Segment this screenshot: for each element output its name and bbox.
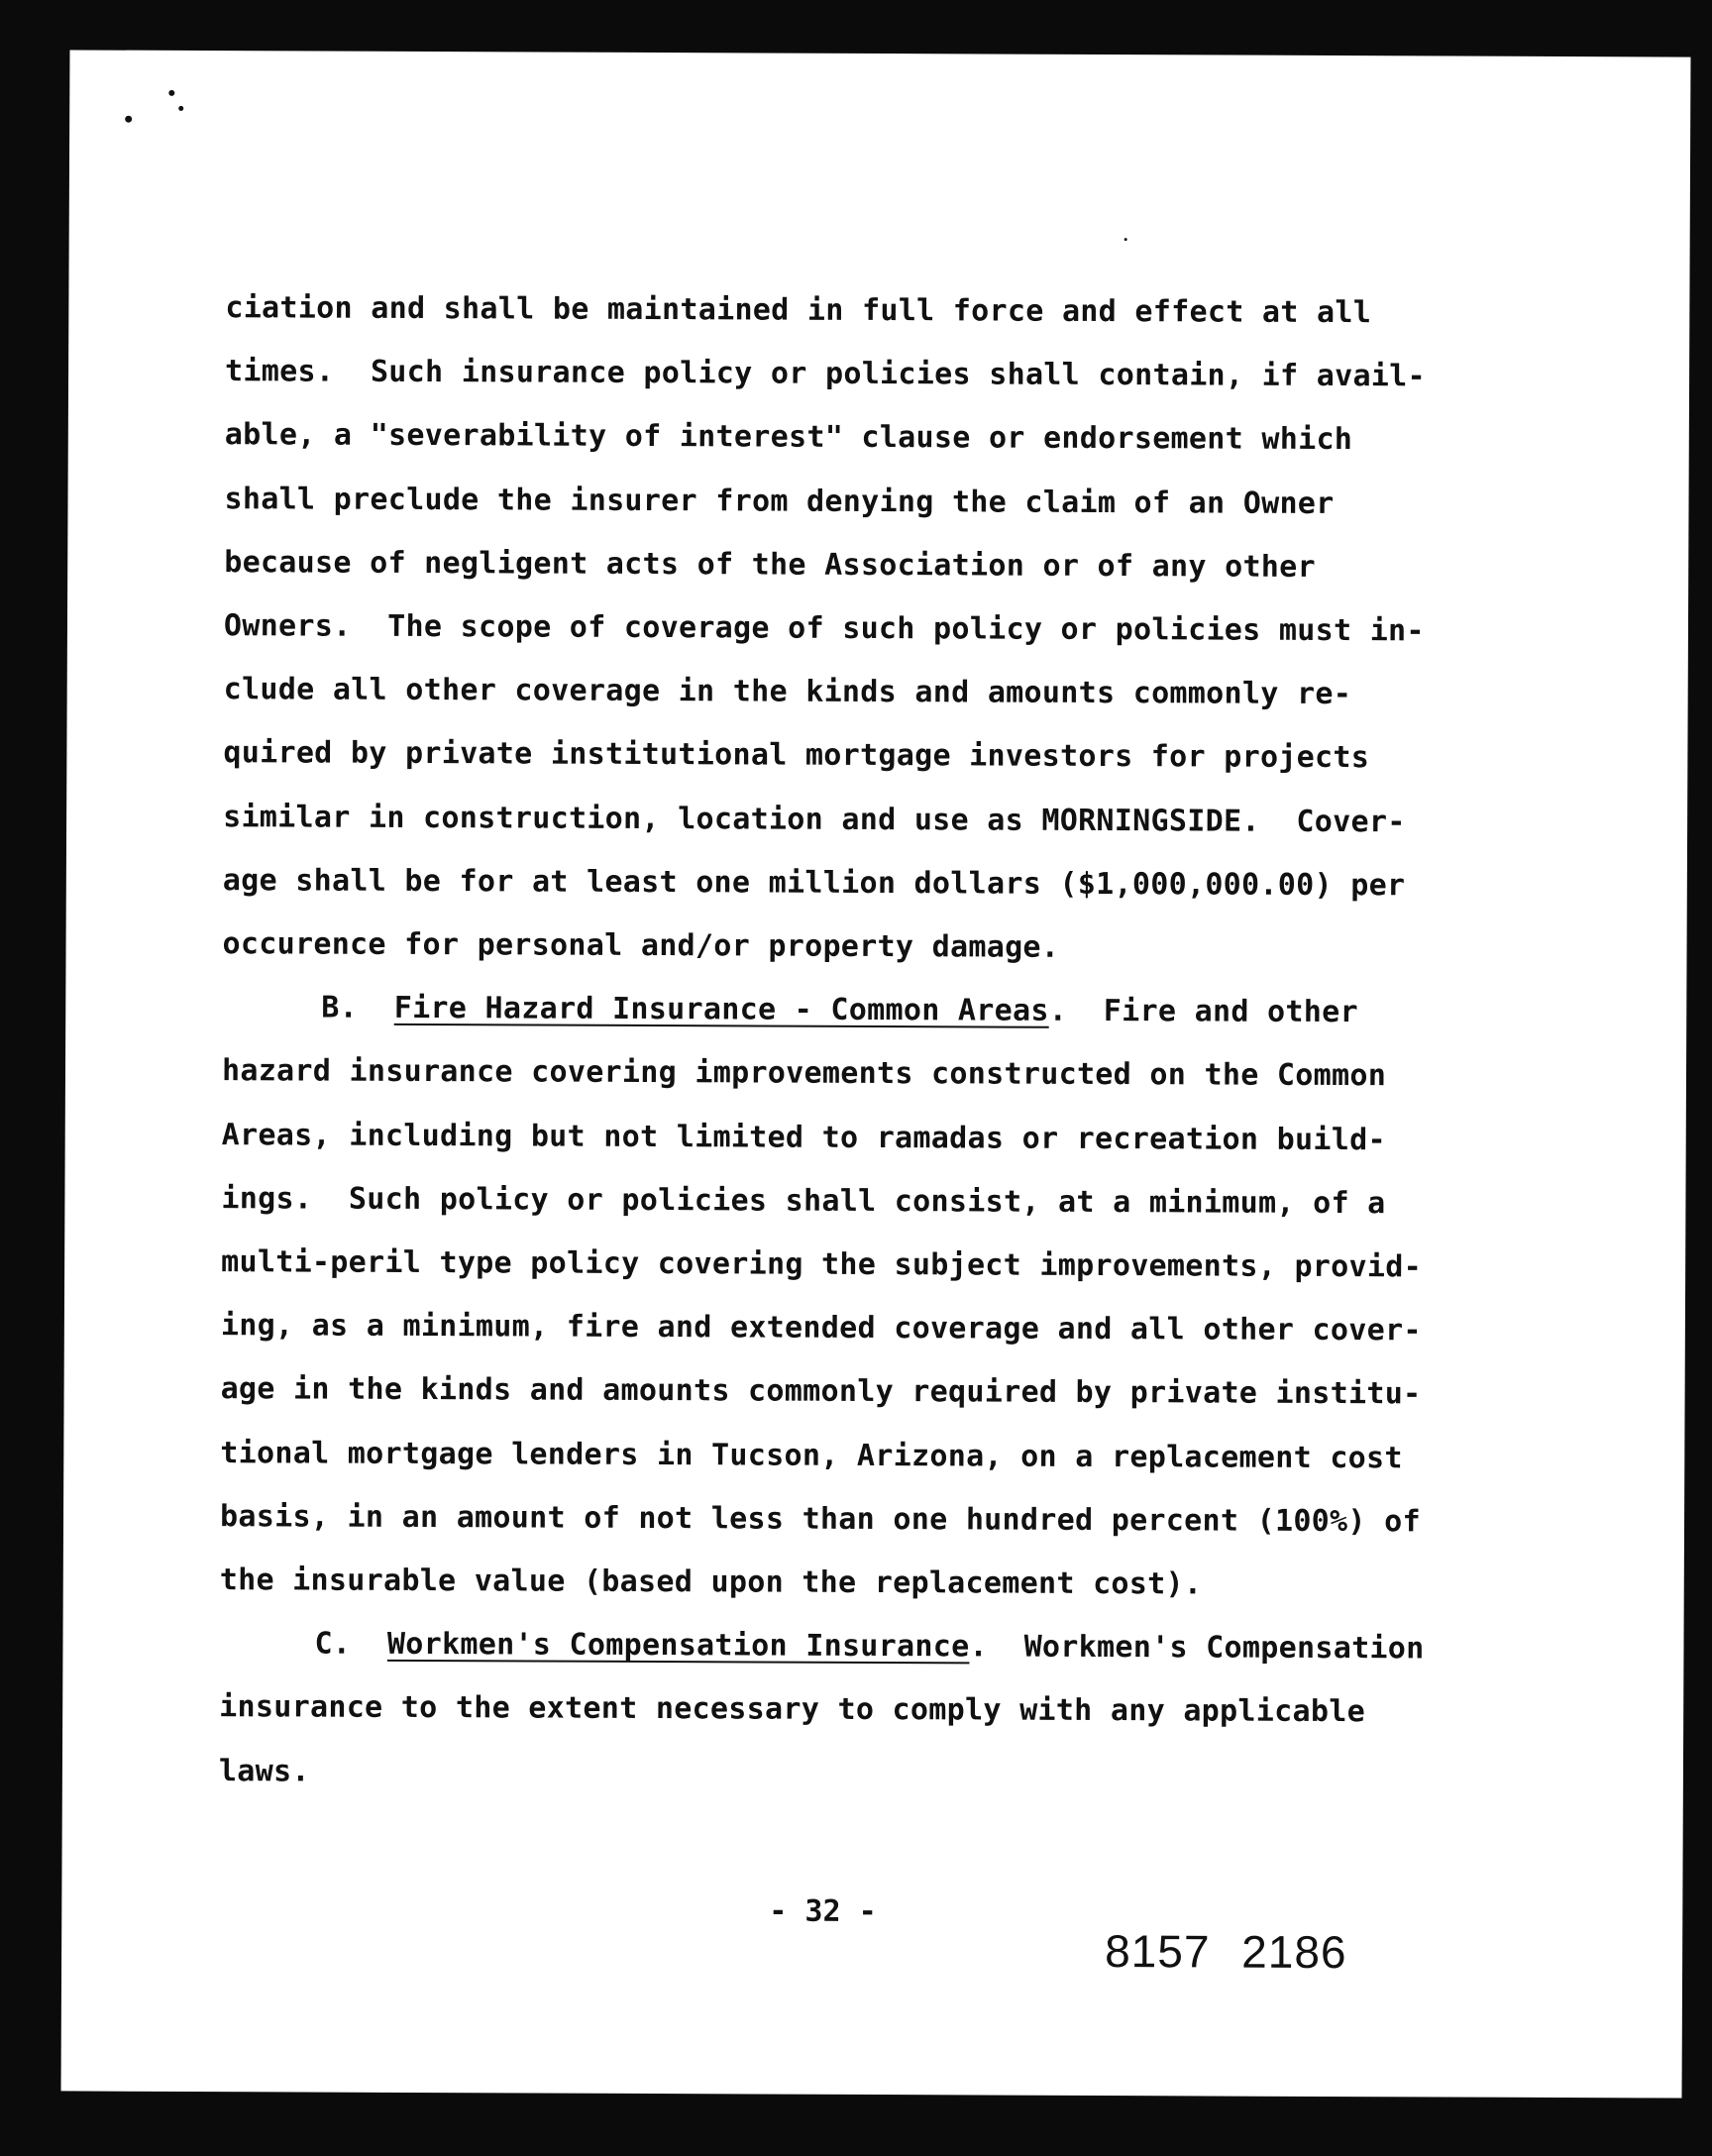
document-body	[219, 276, 1573, 1809]
section-c-marker: C.	[314, 1626, 352, 1662]
section-b-first-line-rest: . Fire and other	[1048, 993, 1358, 1030]
scan-speck	[125, 116, 132, 123]
body-line: tional mortgage lenders in Tucson, Arizona, on a replacement cost	[220, 1435, 1403, 1475]
section-b-first-line	[222, 976, 1569, 1045]
page-number: - 32 -	[769, 1893, 877, 1930]
scan-speck	[168, 90, 174, 96]
scan-speck	[178, 106, 183, 111]
document-page	[61, 50, 1691, 2098]
body-line: occurence for personal and/or property damage.	[222, 926, 1060, 965]
section-c-first-line	[219, 1612, 1566, 1681]
body-line: basis, in an amount of not less than one hundred percent (100%) of	[219, 1498, 1421, 1540]
body-line: hazard insurance covering improvements constructed on the Common	[221, 1053, 1387, 1094]
body-line: age in the kinds and amounts commonly required by private institu-	[220, 1371, 1422, 1412]
body-line: ciation and shall be maintained in full force and effect at all	[225, 290, 1372, 331]
body-line: the insurable value (based upon the replacement cost).	[219, 1563, 1203, 1602]
body-line: able, a "severability of interest" clause or endorsement which	[224, 417, 1353, 458]
body-line: because of negligent acts of the Association or of any other	[224, 544, 1317, 585]
body-line: Owners. The scope of coverage of such policy or policies must in-	[223, 608, 1425, 649]
scan-speck	[1124, 238, 1127, 241]
body-line: insurance to the extent necessary to comply with any applicable	[219, 1689, 1366, 1730]
body-line: times. Such insurance policy or policies shall contain, if avail-	[225, 354, 1427, 394]
body-line: ing, as a minimum, fire and extended coverage and all other cover-	[220, 1308, 1422, 1348]
body-line: shall preclude the insurer from denying the claim of an Owner	[224, 481, 1335, 521]
body-line: age shall be for at least one million dollars ($1,000,000.00) per	[222, 862, 1406, 904]
section-c-first-line-rest: . Workmen's Compensation	[969, 1629, 1425, 1667]
document-reference-number: 8157 2186	[1105, 1925, 1347, 1979]
body-line: quired by private institutional mortgage investors for projects	[223, 735, 1370, 776]
body-line: laws.	[218, 1753, 310, 1789]
body-line: ings. Such policy or policies shall consist, at a minimum, of a	[221, 1180, 1386, 1222]
body-line: multi-peril type policy covering the subject improvements, provid-	[221, 1244, 1423, 1285]
section-b-heading: Fire Hazard Insurance - Common Areas	[393, 991, 1049, 1028]
section-b-marker: B.	[321, 990, 359, 1025]
body-line: clude all other coverage in the kinds and amounts commonly re-	[223, 672, 1352, 712]
section-c-heading: Workmen's Compensation Insurance	[386, 1627, 970, 1665]
body-line: Areas, including but not limited to ramadas or recreation build-	[221, 1117, 1386, 1157]
body-line: similar in construction, location and use as MORNINGSIDE. Cover-	[223, 799, 1406, 839]
